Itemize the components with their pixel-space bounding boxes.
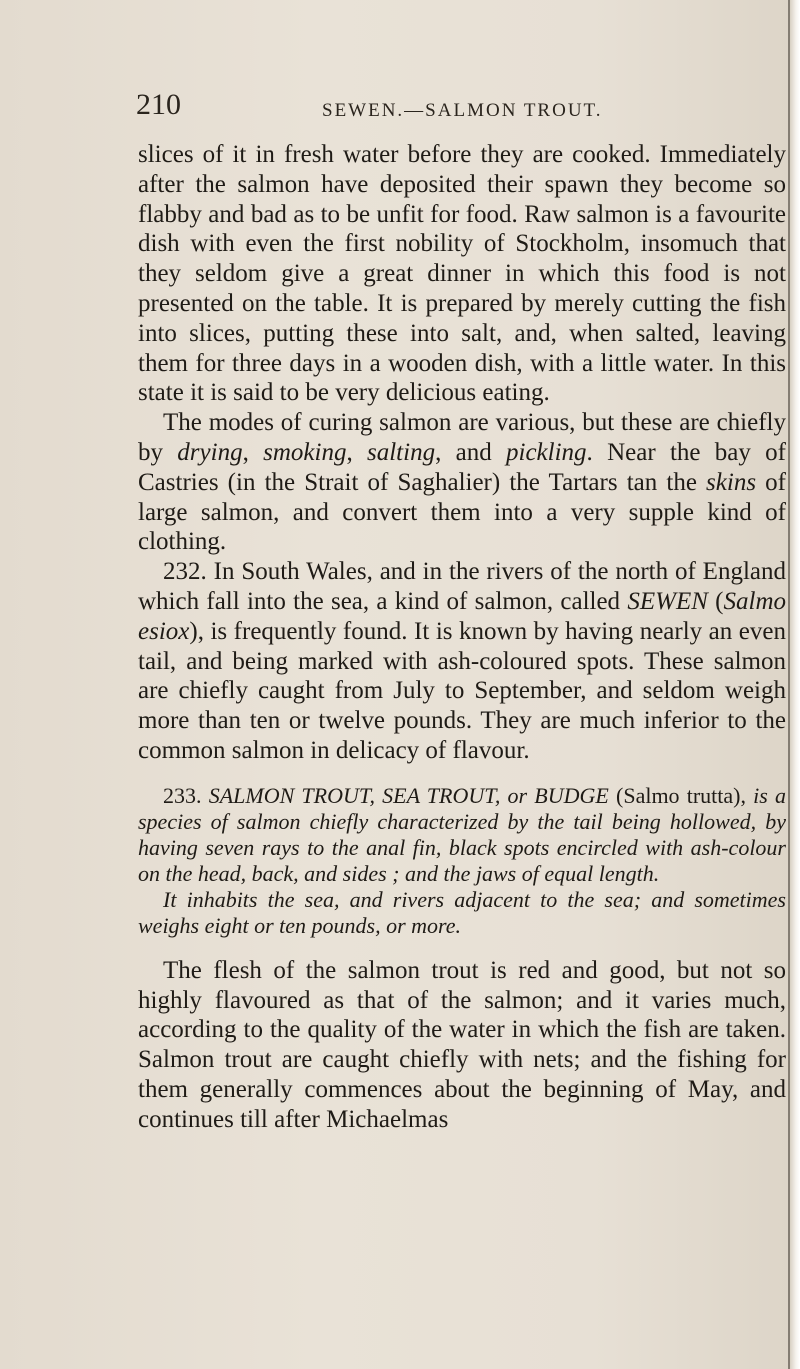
term-pickling: pickling — [506, 438, 587, 466]
term-drying: drying — [177, 438, 243, 466]
species-entry-233 — [138, 783, 786, 939]
running-head — [0, 88, 790, 124]
term-salting: salting — [367, 438, 436, 466]
text-run: , — [242, 438, 264, 466]
text-run: , and — [435, 438, 507, 466]
paragraph-salmon-trout-flesh: The flesh of the salmon trout is red and good, but not so highly flavoured as that of the salmon; and it varies much, according to the quality of the water in which the fish are taken. Salmon trout are caught chiefly with nets; and the fishing for them generally commences about the beginning of May, and continues till after Michaelmas — [138, 956, 786, 1133]
page-number: 210 — [136, 88, 181, 121]
latin-name-salmo-esiox: Salmo esiox — [138, 587, 786, 645]
text-run: . Near the bay of Castries (in the Strait of Saghalier) the Tartars tan the — [138, 438, 786, 496]
species-name-budge: BUDGE — [534, 782, 609, 808]
page-edge — [790, 0, 800, 1369]
text-run: or — [500, 782, 535, 808]
section-number: 233. — [163, 782, 209, 808]
text-run: The modes of curing salmon are various, but these are chiefly by — [138, 409, 786, 466]
text-run: , — [346, 438, 367, 466]
term-skins: skins — [706, 468, 757, 496]
text-run: ( — [707, 587, 724, 615]
section-gap — [138, 766, 786, 783]
term-sewen: SEWEN — [627, 587, 708, 615]
section-gap — [138, 939, 786, 956]
text-run: ), is frequently found. It is known by having nearly an even tail, and being marked with ash-coloured spots. These salmon are chiefly caught from July to September, and seldom weigh more than ten or twelve pounds. They are much inferior to the common salmon in delicacy of flavour. — [138, 617, 786, 764]
species-heading — [138, 783, 786, 887]
paragraph-raw-salmon: slices of it in fresh water before they are cooked. Immediately after the salmon have deposited their spawn they become so flabby and bad as to be unfit for food. Raw salmon is a favourite dish with even the first nobility of Stockholm, insomuch that they seldom give a great dinner in which this food is not presented on the table. It is prepared by merely cutting the fish into slices, putting these into salt, and, when salted, leaving them for three days in a wooden dish, with a little water. In this state it is said to be very delicious eating. — [138, 141, 786, 407]
paragraph-232-sewen — [138, 557, 786, 766]
latin-name-salmo-trutta: (Salmo trutta), — [608, 782, 754, 808]
species-names: SALMON TROUT, SEA TROUT, — [208, 782, 501, 808]
paragraph-curing-modes — [138, 408, 786, 557]
term-smoking: smoking — [263, 438, 347, 466]
species-habitat: It inhabits the sea, and rivers adjacent to the sea; and sometimes weighs eight or ten pounds, or more. — [138, 886, 786, 938]
text-run: of large salmon, and convert them into a very supple kind of clothing. — [138, 468, 786, 556]
running-title: SEWEN.—SALMON TROUT. — [322, 100, 603, 121]
species-description: is a species of salmon chiefly characterized by the tail being hollowed, by having seven rays to the anal fin, black spots encircled with ash-colour on the head, back, and sides ; and the jaws of equal length. — [138, 782, 787, 886]
text-run: 232. In South Wales, and in the rivers of the north of England which fall into the sea, a kind of salmon, called — [138, 558, 786, 615]
body-text — [138, 140, 786, 1135]
